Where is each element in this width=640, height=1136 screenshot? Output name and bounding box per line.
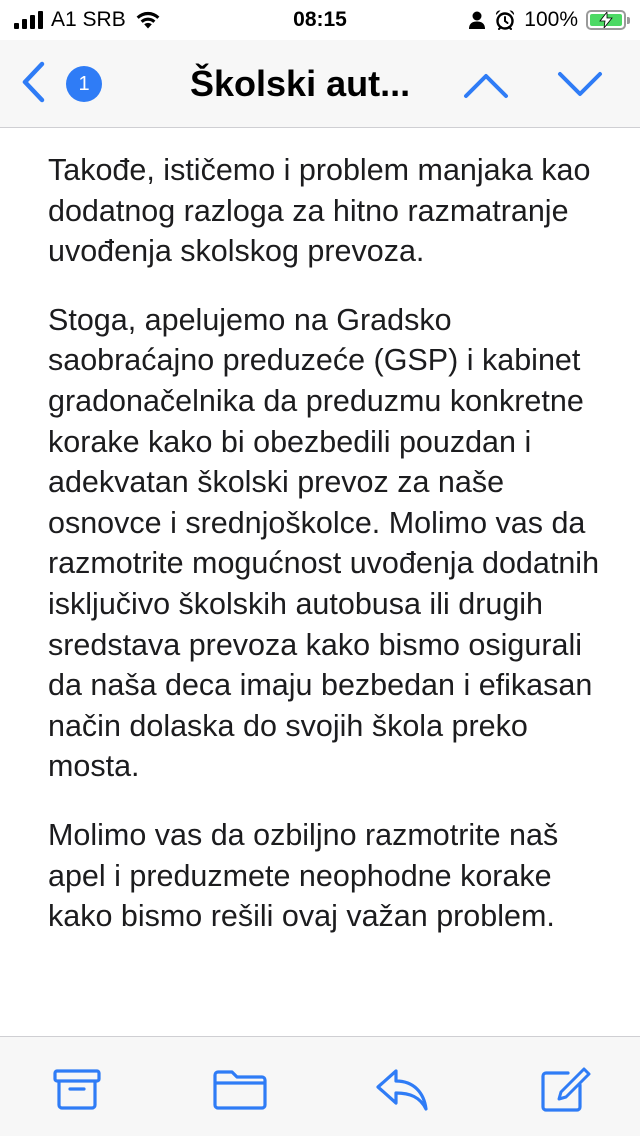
chevron-up-icon <box>462 68 510 102</box>
message-body <box>48 150 608 965</box>
archive-icon <box>50 1067 106 1113</box>
next-message-button[interactable] <box>556 68 604 102</box>
mail-nav-bar <box>0 40 640 128</box>
status-bar <box>0 0 640 40</box>
battery-icon <box>586 10 626 30</box>
chevron-left-icon <box>16 58 50 106</box>
person-icon <box>468 10 486 30</box>
move-to-folder-button[interactable] <box>212 1067 268 1113</box>
reply-icon <box>374 1067 430 1113</box>
chevron-down-icon <box>556 68 604 102</box>
carrier-name: A1 SRB <box>51 8 126 31</box>
charging-bolt-icon <box>599 12 613 28</box>
previous-message-button[interactable] <box>462 68 510 102</box>
back-button[interactable] <box>16 58 50 106</box>
unread-count-badge[interactable]: 1 <box>66 66 102 102</box>
mail-toolbar <box>0 1036 640 1136</box>
message-subject-title: Školski aut... <box>190 63 411 104</box>
compose-button[interactable] <box>538 1067 594 1113</box>
status-time: 08:15 <box>293 8 347 31</box>
message-paragraph: Molimo vas da ozbiljno razmotrite naš apel i preduzmete neophodne korake kako bismo rešili ovaj važan problem. <box>48 817 559 934</box>
alarm-icon <box>494 9 516 31</box>
compose-icon <box>538 1067 594 1113</box>
archive-button[interactable] <box>50 1067 106 1113</box>
status-right <box>468 8 626 32</box>
folder-icon <box>212 1067 268 1113</box>
battery-percent: 100% <box>524 8 578 31</box>
message-paragraph: Stoga, apelujemo na Gradsko saobraćajno preduzeće (GSP) i kabinet gradonačelnika da preduzmu konkretne korake kako bi obezbedili pouzdan i adekvatan školski prevoz za naše osnovce i srednjoškolce. Molimo vas da razmotrite mogućnost uvođenja dodatnih isključivo školskih autobusa ili drugih sredstava prevoza kako bismo osigurali da naša deca imaju bezbedan i efikasan način dolaska do svojih škola preko mosta. <box>48 302 600 784</box>
message-paragraph: Takođe, ističemo i problem manjaka kao dodatnog razloga za hitno razmatranje uvođenja skolskog prevoza. <box>48 153 591 269</box>
reply-button[interactable] <box>374 1067 430 1113</box>
